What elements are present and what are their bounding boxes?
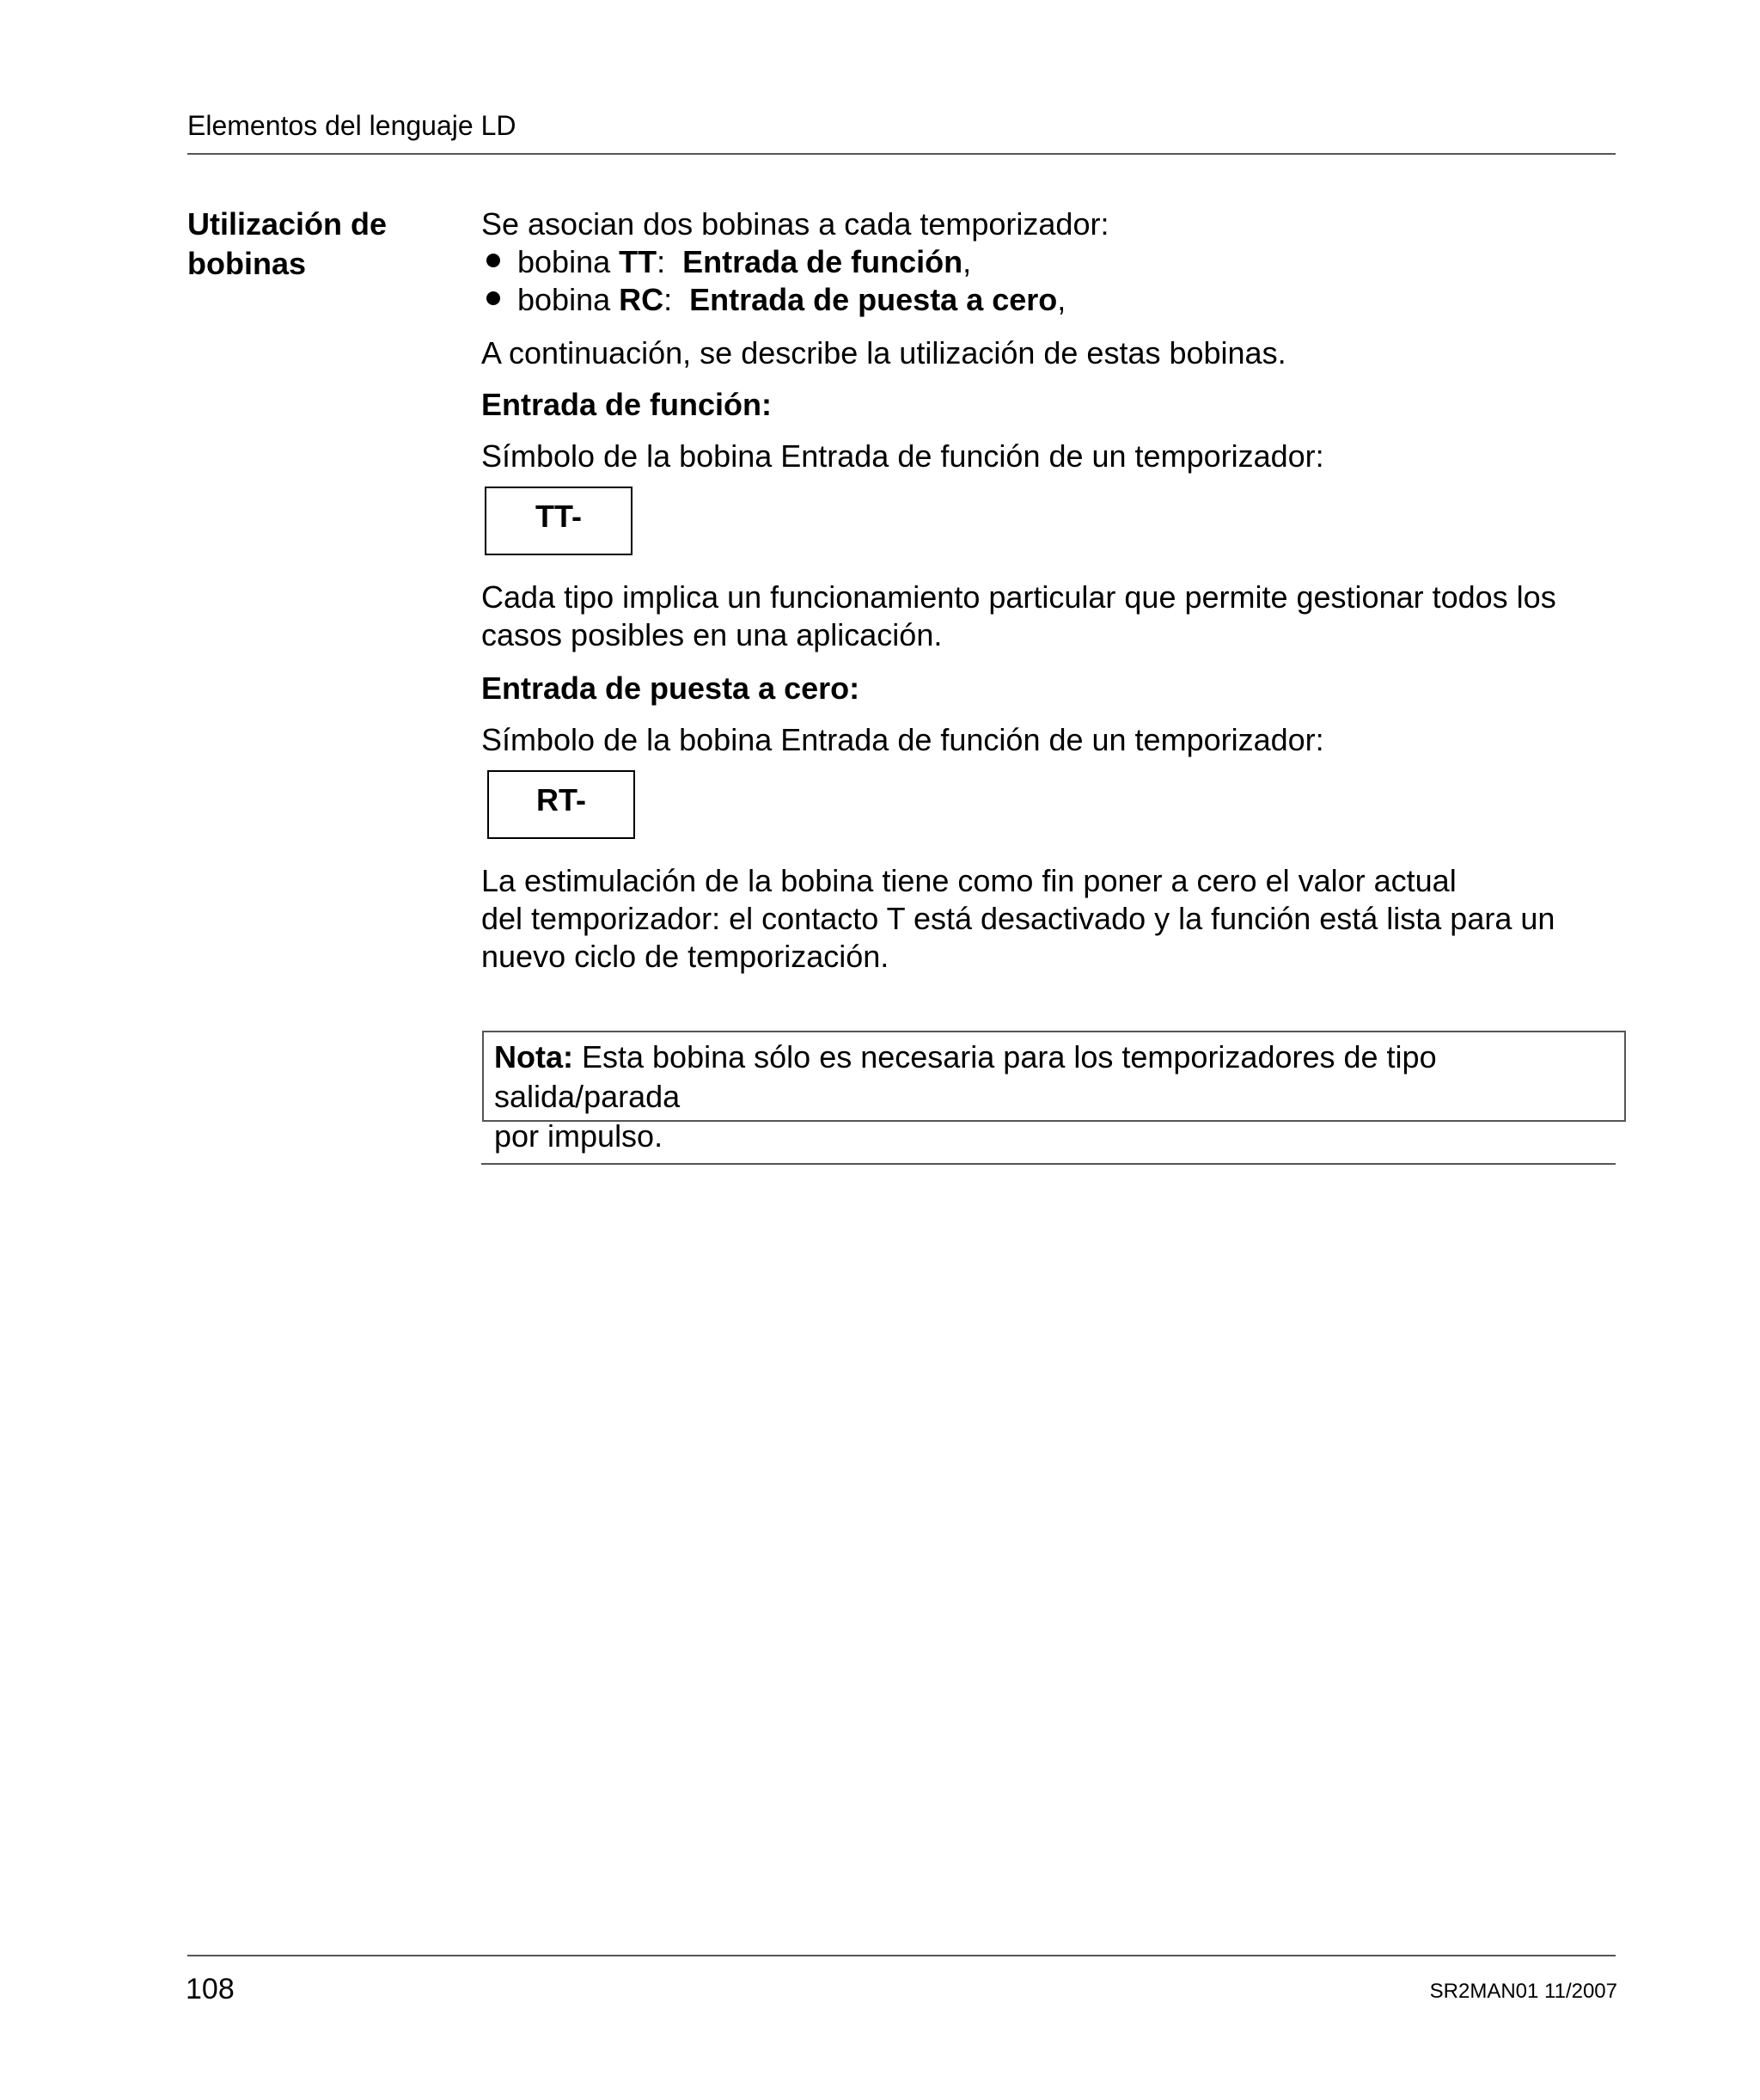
footer-rule bbox=[187, 1955, 1616, 1956]
note-box bbox=[482, 1031, 1626, 1154]
function-description-line: casos posibles en una aplicación. bbox=[481, 617, 943, 652]
section-side-title bbox=[187, 205, 445, 284]
bullet-separator: : bbox=[663, 282, 690, 317]
running-header: Elementos del lenguaje LD bbox=[187, 110, 516, 141]
coil-code: TT bbox=[619, 244, 657, 279]
function-input-heading: Entrada de función: bbox=[481, 387, 773, 422]
note-label: Nota: bbox=[494, 1039, 573, 1074]
reset-description-line: del temporizador: el contacto T está desactivado y la función está lista para un bbox=[481, 901, 1555, 936]
bullet-separator: : bbox=[657, 244, 683, 279]
list-item bbox=[486, 242, 971, 282]
note-line bbox=[494, 1038, 1614, 1117]
reset-input-heading: Entrada de puesta a cero: bbox=[481, 670, 860, 706]
coil-code: RC bbox=[619, 282, 664, 317]
bullet-suffix: , bbox=[1057, 282, 1066, 317]
intro-paragraph: Se asocian dos bobinas a cada temporizador: bbox=[481, 206, 1109, 242]
note-line: por impulso. bbox=[494, 1118, 663, 1154]
bullet-prefix: bobina bbox=[517, 282, 620, 317]
side-title-line: bobinas bbox=[187, 246, 307, 281]
coil-description: Entrada de función bbox=[682, 244, 963, 279]
function-symbol-caption: Símbolo de la bobina Entrada de función de un temporizador: bbox=[481, 438, 1324, 474]
reset-symbol-caption: Símbolo de la bobina Entrada de función de un temporizador: bbox=[481, 722, 1324, 757]
note-text: Esta bobina sólo es necesaria para los temporizadores de tipo salida/parada bbox=[494, 1039, 1437, 1114]
page-number: 108 bbox=[186, 1973, 235, 2005]
side-title-line: Utilización de bbox=[187, 206, 388, 242]
reset-description-line: nuevo ciclo de temporización. bbox=[481, 939, 889, 974]
document-reference: SR2MAN01 11/2007 bbox=[1429, 1980, 1617, 2003]
rt-coil-symbol bbox=[487, 770, 635, 839]
reset-description-line: La estimulación de la bobina tiene como fin poner a cero el valor actual bbox=[481, 863, 1457, 898]
continuation-paragraph: A continuación, se describe la utilización de estas bobinas. bbox=[481, 335, 1286, 370]
coil-symbol-label: RT- bbox=[536, 782, 586, 817]
function-description-line: Cada tipo implica un funcionamiento particular que permite gestionar todos los bbox=[481, 579, 1556, 615]
bullet-prefix: bobina bbox=[517, 244, 620, 279]
bullet-icon bbox=[486, 254, 500, 267]
header-rule bbox=[187, 153, 1616, 155]
bullet-suffix: , bbox=[962, 244, 972, 279]
list-item bbox=[486, 280, 1066, 320]
bullet-icon bbox=[486, 291, 500, 305]
tt-coil-symbol bbox=[485, 487, 632, 555]
section-end-rule bbox=[481, 1163, 1616, 1165]
coil-description: Entrada de puesta a cero bbox=[689, 282, 1058, 317]
coil-symbol-label: TT- bbox=[535, 499, 582, 534]
